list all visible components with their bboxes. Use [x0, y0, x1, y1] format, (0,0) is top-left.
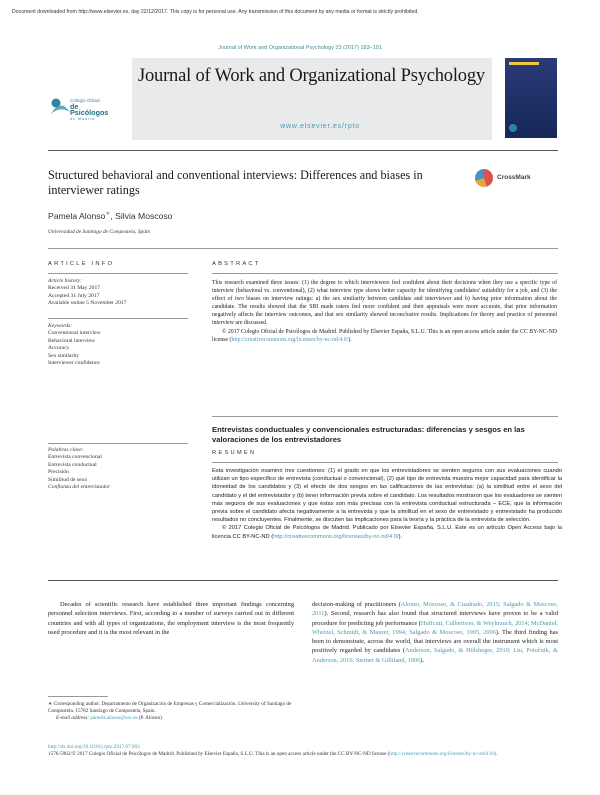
email-link[interactable]: pamela.alonso@usc.es	[90, 715, 138, 721]
resumen-copyright: © 2017 Colegio Oficial de Psicólogos de Madrid. Publicado por Elsevier España, S.L.U. Este es un artículo Open Access bajo la licencia CC BY-NC-ND (	[212, 525, 562, 540]
palabras-rule	[48, 443, 188, 444]
abstract-rule	[212, 273, 558, 274]
keyword-item: Behavioral interview	[48, 337, 96, 344]
journal-citation: Journal of Work and Organizational Psychology 33 (2017) 183–191	[218, 45, 382, 51]
cover-title-bar	[509, 62, 539, 65]
keyword-item: Sex similarity	[48, 352, 80, 359]
crossmark-icon	[475, 169, 493, 187]
abstract-heading: ABSTRACT	[212, 261, 261, 267]
body-text: decision-making of practitioners (	[312, 601, 401, 608]
author-2: , Silvia Moscoso	[110, 210, 173, 221]
history-rule	[48, 318, 188, 319]
journal-url[interactable]: www.elsevier.es/rpto	[280, 123, 360, 130]
resumen-copyright-end: ).	[398, 533, 403, 540]
logo-mark-icon	[48, 94, 72, 120]
palabra-item: Entrevista conductual	[48, 461, 97, 468]
email-label: E-mail address:	[56, 715, 90, 721]
journal-title: Journal of Work and Organizational Psychology	[138, 66, 485, 86]
author-1: Pamela Alonso	[48, 210, 106, 221]
publisher-logo	[48, 82, 118, 128]
resumen-license-link[interactable]: http://creativecommons.org/licenses/by-nc-nd/4.0/	[273, 533, 399, 540]
spanish-title: Entrevistas conductuales y convencionales estructuradas: diferencias y sesgos en las valoraciones de los entrevistadores	[212, 425, 525, 444]
accepted-date: Accepted 31 July 2017	[48, 292, 100, 299]
body-left-paragraph: Decades of scientific research have established three important findings concerning personnel selection interviews. First, according to a number of surveys carried out in different countries and with all types of organizations, the employment interview is the most frequently used procedure and it is the most relevant in the	[48, 601, 294, 636]
abstract-copyright: © 2017 Colegio Oficial de Psicólogos de Madrid. Published by Elsevier España, S.L.U. This is an open access article under the CC BY-NC-ND license (	[212, 328, 557, 343]
keyword-item: Interviewer confidence	[48, 360, 100, 367]
received-date: Received 31 May 2017	[48, 285, 101, 292]
resumen-text: Esta investigación examinó tres cuestiones: (1) el grado en que los entrevistadores se sienten seguros con sus evaluaciones cuando utilizan un tipo específico de entrevista (conductual o convencional), (2) qué tipo de entrevista muestra mejor capacidad para identificar la idoneidad de los candidatos y (3) el efecto de dos sesgos en las calificaciones de las entrevistas: (a) la similitud entre el sexo del candidato y el del entrevistador y (b) tener información previa sobre el candidato. Los resultados mostraron que los evaluadores se sienten más seguros de sus evaluaciones y que éstas son más precisas con la entrevista conductual estructurada – ECE, que la información previa sobre el candidato afecta negativamente a la entrevista y que la similitud en el sexo de entrevistado y entrevistado ha producido resultados no concluyentes. Finalmente, se discuten las implicaciones para la teoría y la práctica de la entrevista de selección.	[212, 468, 562, 524]
author-note-mark[interactable]: ∗	[105, 211, 111, 217]
affiliation: Universidad de Santiago de Compostela, Spain	[48, 229, 151, 235]
body-right-paragraph	[312, 600, 558, 665]
article-info-heading: ARTICLE INFO	[48, 261, 115, 267]
meta-rule	[48, 248, 558, 249]
citation-link-2[interactable]: Huffcutt, Culbertson, & Weyhrauch, 2014; McDaniel, Whetzel, Schmidt, & Maurer, 1994; Salgado & Moscoso, 1995, 2006	[312, 619, 558, 636]
article-info-rule	[48, 273, 188, 274]
footnote-rule	[48, 696, 108, 697]
authors	[48, 210, 172, 221]
footnote-text: Corresponding author. Departamento de Organización de Empresas y Comercialización. University of Santiago de Compostela. 15782 Santiago de Compostela, Spain.	[48, 701, 292, 714]
citation-link-3[interactable]: Anderson, Salgado, & Hülsheger, 2010; Liu, Potočnik, & Anderson, 2016; Steiner & Gilliland, 1996	[312, 647, 558, 664]
palabra-item: Confianza del entrevistador	[48, 484, 111, 491]
resumen-heading: RESUMEN	[212, 450, 257, 456]
palabra-item: Similitud de sexo	[48, 476, 88, 483]
body-text: ). Second, research has also found that structured interviews have proven to be a valid procedure for predicting job performance (	[312, 610, 558, 627]
abstract-license-link[interactable]: http://creativecommons.org/licenses/by-nc-nd/4.0/	[231, 336, 349, 343]
palabra-item: Entrevista convencional	[48, 454, 102, 461]
logo-line-1: Colegio Oficial	[70, 98, 100, 103]
footnote-star: ∗	[48, 701, 53, 707]
abstract-body	[212, 279, 557, 344]
doi-license-link[interactable]: http://creativecommons.org/licenses/by-nc-nd/4.0/	[389, 751, 494, 758]
spanish-rule	[212, 416, 558, 417]
cover-logo-dot	[509, 124, 517, 132]
body-text: ).	[420, 656, 425, 664]
article-history	[48, 278, 188, 308]
doi-block	[48, 744, 558, 758]
abstract-copyright-end: ).	[348, 336, 352, 343]
doi-license-text: 1576-5962/© 2017 Colegio Oficial de Psicólogos de Madrid. Published by Elsevier España, S.L.U. This is an open access article under the CC BY-NC-ND license (	[48, 751, 390, 758]
palabras-label: Palabras clave:	[48, 447, 84, 453]
doi-license-end: ).	[493, 751, 497, 758]
abstract-text: This research examined three issues: (1) the degree to which interviewers feel confident about their decisions when they use a specific type of interview (behavioral vs. conventional), (2) what interview type shows better capacity for identifying candidates' suitability for a job, and (3) the effect of two biases on interview ratings: a) the sex similarity between candidate and interviewer and b) having prior information about the candidate. The results showed that the SBI made raters feel more confident and their appraisals were more accurate, that prior information negatively affects the interview outcomes, and that sex similarity showed inconclusive results. Implications for theory and practice of personnel interview are discussed.	[212, 280, 557, 327]
resumen-rule	[212, 462, 558, 463]
online-date: Available online 5 November 2017	[48, 300, 127, 307]
article-title: Structured behavioral and conventional interviews: Differences and biases in interviewer ratings	[48, 168, 423, 197]
keyword-item: Accuracy	[48, 345, 70, 352]
crossmark-label: CrossMark	[497, 174, 531, 181]
header-rule	[48, 150, 558, 151]
doi-link[interactable]: http://dx.doi.org/10.1016/j.rpto.2017.07.003	[48, 744, 140, 750]
keywords-block	[48, 323, 188, 367]
email-rest: (P. Alonso).	[137, 715, 164, 721]
palabra-item: Precisión	[48, 469, 69, 476]
history-label: Article history:	[48, 278, 83, 284]
keyword-item: Conventional interview	[48, 330, 101, 337]
crossmark-badge[interactable]	[475, 168, 545, 190]
citation-link-1[interactable]: Alonso, Moscoso, & Cuadrado, 2015; Salgado & Moscoso, 2011	[312, 601, 558, 618]
body-rule	[48, 580, 558, 581]
journal-cover-image	[505, 58, 557, 138]
keywords-label: Keywords:	[48, 323, 73, 329]
footnote	[48, 701, 294, 722]
resumen-body	[212, 467, 562, 541]
download-notice: Document downloaded from http://www.elsevier.es, day 22/12/2017. This copy is for personal use. Any transmission of this document by any media or format is strictly prohibited.	[12, 9, 419, 15]
logo-line-2: de Psicólogos	[70, 102, 109, 117]
logo-line-3: de Madrid	[70, 117, 95, 121]
palabras-block	[48, 447, 188, 491]
body-text: ). The third finding has been to demonstrate, across the world, that interviews are overall the instrument which is most positively regarded by candidates (	[312, 628, 558, 655]
